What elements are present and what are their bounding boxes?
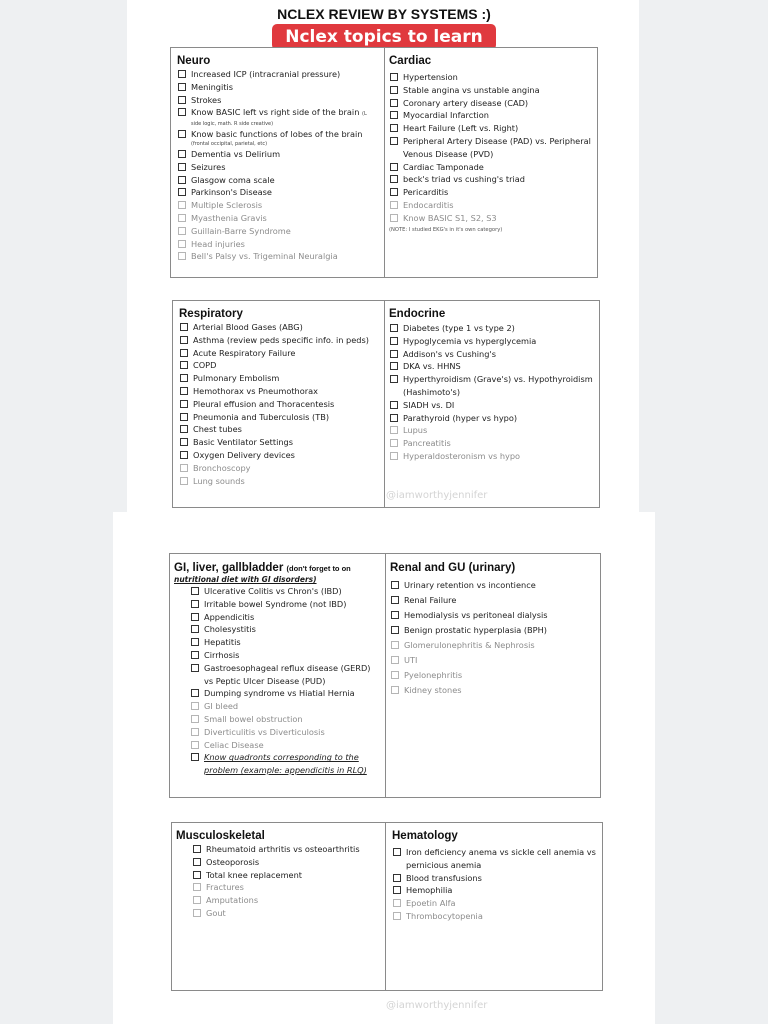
checklist-item: [389, 199, 591, 212]
checklist-item-label: beck's triad vs cushing's triad: [403, 174, 525, 185]
checklist-item-label: Acute Respiratory Failure: [193, 347, 296, 358]
checklist-item-label: Gout: [206, 907, 226, 918]
checklist-item-label: Pyelonephritis: [404, 670, 463, 680]
checklist-item: [390, 668, 594, 683]
checkbox[interactable]: [178, 214, 186, 222]
checklist-item-label: Lupus: [403, 425, 428, 436]
checklist-item: [190, 585, 381, 598]
checklist-item-label: Glasgow coma scale: [191, 174, 275, 185]
checklist-item: [179, 475, 380, 488]
checklist-item: [389, 97, 591, 110]
section-musculoskeletal-hematology: [171, 822, 603, 991]
checkbox[interactable]: [178, 83, 186, 91]
checkbox[interactable]: [390, 163, 398, 171]
checklist-item: [177, 94, 378, 107]
checklist-item-label: Know BASIC left vs right side of the brain: [191, 107, 360, 118]
checklist-item: [389, 360, 593, 373]
checklist-item: [190, 662, 381, 688]
checklist-item-label: Head injuries: [191, 238, 245, 249]
checklist-item: [177, 186, 378, 199]
checklist-item-label: Hepatitis: [204, 637, 241, 648]
checklist-item: [190, 636, 381, 649]
renal-column: [385, 554, 600, 797]
cardiac-list: [389, 71, 591, 225]
checklist-item-label: UTI: [404, 655, 418, 665]
hematology-column: [385, 823, 602, 990]
checklist-item: [390, 593, 594, 608]
checklist-item-label: Meningitis: [191, 81, 233, 92]
checklist-item: [389, 412, 593, 425]
checklist-item-label: Hyperaldosteronism vs hypo: [403, 450, 521, 461]
checkbox[interactable]: [180, 413, 188, 421]
checklist-item: [179, 423, 380, 436]
gi-title-text: GI, liver, gallbladder: [174, 562, 284, 574]
checkbox[interactable]: [390, 86, 398, 94]
checkbox[interactable]: [390, 401, 398, 409]
checkbox[interactable]: [178, 227, 186, 235]
checklist-item-label: Hemothorax vs Pneumothorax: [193, 385, 318, 396]
checkbox[interactable]: [191, 715, 199, 723]
checkbox[interactable]: [178, 188, 186, 196]
checkbox[interactable]: [178, 150, 186, 158]
checkbox[interactable]: [191, 613, 199, 621]
checkbox[interactable]: [180, 425, 188, 433]
checkbox[interactable]: [180, 438, 188, 446]
checklist-item: [192, 843, 381, 856]
section-neuro-cardiac: [170, 47, 598, 278]
watermark-top: @iamworthyjennifer: [386, 490, 488, 501]
checklist-item-label: Amputations: [206, 895, 259, 906]
checkbox[interactable]: [191, 600, 199, 608]
checkbox[interactable]: [178, 176, 186, 184]
checkbox[interactable]: [193, 871, 201, 879]
checklist-item: [390, 608, 594, 623]
checklist-item: [177, 174, 378, 187]
endocrine-title: Endocrine: [389, 308, 446, 320]
checkbox[interactable]: [191, 638, 199, 646]
checklist-item: [392, 910, 596, 923]
checklist-item-label: Pericarditis: [403, 187, 449, 198]
checkbox[interactable]: [193, 845, 201, 853]
checkbox[interactable]: [391, 596, 399, 604]
checklist-item-label: Multiple Sclerosis: [191, 200, 263, 211]
gi-column: [170, 554, 385, 797]
checklist-item: [392, 897, 596, 910]
checklist-item-label: Endocarditis: [403, 199, 454, 210]
checklist-item-label: Diabetes (type 1 vs type 2): [403, 323, 515, 333]
checkbox[interactable]: [391, 686, 399, 694]
checklist-item-note: side logic, math. R side creative): [191, 121, 274, 128]
checkbox[interactable]: [191, 689, 199, 697]
checklist-item: [190, 611, 381, 624]
checkbox[interactable]: [390, 111, 398, 119]
checklist-item-label: Dumping syndrome vs Hiatial Hernia: [204, 688, 355, 699]
gi-list: [190, 585, 381, 777]
checklist-item: [192, 894, 381, 907]
checklist-item-label: Pulmonary Embolism: [193, 373, 280, 384]
checklist-item: [192, 907, 381, 920]
checklist-item-note: (frontal occipital, parietal, etc): [191, 140, 268, 147]
checkbox[interactable]: [390, 214, 398, 222]
checklist-item: [392, 884, 596, 897]
checkbox[interactable]: [180, 361, 188, 369]
checklist-item-label: Hypoglycemia vs hyperglycemia: [403, 335, 537, 346]
checkbox[interactable]: [191, 664, 199, 672]
renal-title: Renal and GU (urinary): [390, 562, 516, 574]
checklist-item: [179, 372, 380, 385]
checklist-item: [190, 713, 381, 726]
musculoskeletal-list: [192, 843, 381, 920]
checkbox[interactable]: [178, 108, 186, 116]
checklist-item: [177, 238, 378, 251]
checklist-item-label: Myocardial Infarction: [403, 110, 489, 121]
checklist-item: [190, 700, 381, 713]
checklist-item-label: Seizures: [191, 161, 226, 172]
checklist-item: [179, 321, 380, 334]
checklist-item: [390, 653, 594, 668]
checklist-item-label: Rheumatoid arthritis vs osteoarthritis: [206, 844, 360, 854]
checklist-item-label: Cirrhosis: [204, 649, 240, 660]
checklist-item: [179, 449, 380, 462]
checkbox[interactable]: [191, 702, 199, 710]
checklist-item-label: Peripheral Artery Disease (PAD) vs. Peripheral Venous Disease (PVD): [403, 135, 591, 159]
checklist-item-label: Diverticulitis vs Diverticulosis: [204, 726, 325, 737]
checkbox[interactable]: [390, 362, 398, 370]
checklist-item: [389, 173, 591, 186]
checkbox[interactable]: [390, 375, 398, 383]
checklist-item-label: Pleural effusion and Thoracentesis: [193, 398, 335, 409]
checklist-item-label: Blood transfusions: [406, 872, 482, 883]
gi-title-note: (don't forget to on: [286, 564, 351, 573]
checklist-item-label: Glomerulonephritis & Nephrosis: [404, 640, 535, 650]
checklist-item: [177, 250, 378, 263]
checklist-item-label: Total knee replacement: [206, 869, 302, 880]
checklist-item: [389, 450, 593, 463]
checklist-item-label: Oxygen Delivery devices: [193, 449, 295, 460]
checklist-item: [190, 751, 381, 777]
checkbox[interactable]: [393, 899, 401, 907]
checklist-item-label: Bronchoscopy: [193, 462, 251, 473]
checkbox[interactable]: [390, 439, 398, 447]
respiratory-column: [173, 301, 384, 507]
checklist-item: [177, 81, 378, 94]
checklist-item: [192, 869, 381, 882]
checkbox[interactable]: [180, 451, 188, 459]
checklist-item-label: Pneumonia and Tuberculosis (TB): [193, 411, 330, 422]
renal-list: [390, 578, 594, 698]
checkbox[interactable]: [191, 587, 199, 595]
checkbox[interactable]: [390, 426, 398, 434]
checklist-item: [190, 649, 381, 662]
checklist-item: [192, 881, 381, 894]
checklist-item-label: Hemophilia: [406, 885, 453, 896]
checkbox[interactable]: [178, 96, 186, 104]
checklist-item: [389, 186, 591, 199]
checkbox[interactable]: [391, 641, 399, 649]
checkbox[interactable]: [180, 323, 188, 331]
checkbox[interactable]: [390, 350, 398, 358]
hematology-list: [392, 846, 596, 923]
checklist-item: [389, 71, 591, 84]
checkbox[interactable]: [390, 324, 398, 332]
checklist-item: [389, 424, 593, 437]
checklist-item-label: Increased ICP (intracranial pressure): [191, 69, 341, 79]
checklist-item-label: Strokes: [191, 94, 222, 105]
checklist-item-label: Fractures: [206, 882, 244, 893]
endocrine-column: [384, 301, 599, 507]
checkbox[interactable]: [390, 452, 398, 460]
checklist-item: [389, 109, 591, 122]
checklist-item: [389, 348, 593, 361]
checklist-item-label: SIADH vs. DI: [403, 399, 455, 410]
checklist-item-label: Basic Ventilator Settings: [193, 437, 294, 448]
checklist-item-label: Cardiac Tamponade: [403, 161, 484, 172]
cardiac-column: [384, 48, 597, 277]
checklist-item-label: DKA vs. HHNS: [403, 361, 461, 372]
checkbox[interactable]: [391, 581, 399, 589]
checkbox[interactable]: [191, 753, 199, 761]
checklist-item: [190, 598, 381, 611]
checkbox[interactable]: [390, 175, 398, 183]
checklist-item-label: Thrombocytopenia: [406, 910, 483, 921]
checklist-item: [392, 872, 596, 885]
endocrine-list: [389, 322, 593, 463]
checklist-item: [389, 437, 593, 450]
neuro-column: [171, 48, 384, 277]
checkbox[interactable]: [180, 374, 188, 382]
checklist-item-label: Kidney stones: [404, 685, 462, 695]
checklist-item: [389, 122, 591, 135]
checkbox[interactable]: [180, 387, 188, 395]
respiratory-list: [179, 321, 380, 487]
checkbox[interactable]: [180, 477, 188, 485]
checkbox[interactable]: [191, 728, 199, 736]
checklist-item: [392, 846, 596, 872]
checkbox[interactable]: [390, 188, 398, 196]
checklist-item-label: COPD: [193, 360, 217, 371]
checklist-item-label: GI bleed: [204, 701, 239, 712]
checklist-item-label: Osteoporosis: [206, 856, 260, 867]
musculoskeletal-column: [172, 823, 385, 990]
checklist-item: [389, 84, 591, 97]
document-title: NCLEX REVIEW BY SYSTEMS :): [277, 6, 491, 22]
checklist-item-label: Heart Failure (Left vs. Right): [403, 123, 519, 134]
topics-banner: Nclex topics to learn: [272, 24, 496, 50]
checklist-item: [177, 161, 378, 174]
checklist-item: [179, 385, 380, 398]
checklist-item-label: Hemodialysis vs peritoneal dialysis: [404, 610, 548, 620]
checklist-item: [179, 347, 380, 360]
checkbox[interactable]: [390, 337, 398, 345]
checklist-item: [389, 322, 593, 335]
checklist-item: [179, 334, 380, 347]
checkbox[interactable]: [191, 651, 199, 659]
checklist-item: [177, 225, 378, 238]
checklist-item: [179, 411, 380, 424]
checklist-item: [390, 623, 594, 638]
checkbox[interactable]: [191, 625, 199, 633]
checklist-item: [177, 68, 378, 81]
section-respiratory-endocrine: [172, 300, 600, 508]
checklist-item: [177, 148, 378, 161]
checklist-item-label: Bell's Palsy vs. Trigeminal Neuralgia: [191, 251, 338, 262]
checklist-item-label: Chest tubes: [193, 424, 242, 435]
respiratory-title: Respiratory: [179, 308, 243, 320]
checkbox[interactable]: [390, 124, 398, 132]
checklist-item-label: Celiac Disease: [204, 739, 264, 750]
checklist-item-label: Renal Failure: [404, 595, 457, 605]
checklist-item: [390, 578, 594, 593]
checklist-item: [177, 212, 378, 225]
checklist-item-label: Urinary retention vs incontience: [404, 580, 536, 590]
checklist-item-label: Appendicitis: [204, 611, 255, 622]
checklist-item-label: Irritable bowel Syndrome (not IBD): [204, 598, 347, 609]
checkbox[interactable]: [390, 73, 398, 81]
checkbox[interactable]: [178, 163, 186, 171]
section-gi-renal: [169, 553, 601, 798]
checkbox[interactable]: [390, 137, 398, 145]
checklist-item: [190, 739, 381, 752]
cardiac-note: (NOTE: I studied EKG's in it's own category): [389, 226, 503, 233]
checklist-item-label: Stable angina vs unstable angina: [403, 84, 540, 95]
checkbox[interactable]: [391, 656, 399, 664]
checklist-item-label: Cholesystitis: [204, 624, 256, 635]
checklist-item: [390, 683, 594, 698]
checklist-item-label: Iron deficiency anema vs sickle cell anemia vs pernicious anemia: [406, 847, 596, 870]
checkbox[interactable]: [193, 896, 201, 904]
checklist-item: [192, 856, 381, 869]
checklist-item-label: Dementia vs Delirium: [191, 148, 281, 159]
checkbox[interactable]: [180, 349, 188, 357]
checklist-item: [177, 106, 378, 128]
checklist-item: [190, 687, 381, 700]
checklist-item-label: Myasthenia Gravis: [191, 212, 267, 223]
watermark-bottom: @iamworthyjennifer: [386, 1000, 488, 1011]
checklist-item-label: Know quadronts corresponding to the problem (example: appendicitis in RLQ): [204, 752, 367, 776]
checklist-item: [389, 161, 591, 174]
checklist-item-label: Arterial Blood Gases (ABG): [193, 322, 303, 332]
hematology-title: Hematology: [392, 830, 458, 842]
neuro-list: [177, 68, 378, 263]
checklist-item-label: Lung sounds: [193, 475, 245, 486]
checklist-item-label: Coronary artery disease (CAD): [403, 97, 529, 108]
neuro-title: Neuro: [177, 55, 211, 67]
checkbox[interactable]: [180, 336, 188, 344]
gi-title: [174, 562, 381, 574]
checkbox[interactable]: [393, 848, 401, 856]
checklist-item: [389, 335, 593, 348]
checklist-item: [179, 462, 380, 475]
checklist-item-label: Ulcerative Colitis vs Chron's (IBD): [204, 586, 342, 596]
checkbox[interactable]: [178, 252, 186, 260]
checkbox[interactable]: [193, 909, 201, 917]
checkbox[interactable]: [390, 99, 398, 107]
checklist-item: [179, 359, 380, 372]
checklist-item-label: Hypertension: [403, 72, 458, 82]
checkbox[interactable]: [193, 883, 201, 891]
musculoskeletal-title: Musculoskeletal: [176, 830, 265, 842]
checkbox[interactable]: [391, 671, 399, 679]
checklist-item: [389, 373, 593, 399]
checkbox[interactable]: [178, 240, 186, 248]
checklist-item: [177, 199, 378, 212]
checklist-item: [390, 638, 594, 653]
checkbox[interactable]: [393, 912, 401, 920]
checklist-item: [177, 128, 378, 148]
checkbox[interactable]: [178, 130, 186, 138]
checklist-item-label: Epoetin Alfa: [406, 898, 456, 909]
checkbox[interactable]: [390, 414, 398, 422]
checklist-item: [389, 399, 593, 412]
checklist-item: [179, 398, 380, 411]
cardiac-title: Cardiac: [389, 55, 432, 67]
checklist-item-label: Addison's vs Cushing's: [403, 348, 496, 359]
checklist-item: [389, 135, 591, 161]
checklist-item-tail: (L: [362, 111, 367, 118]
checklist-item-label: Gastroesophageal reflux disease (GERD) vs Peptic Ulcer Disease (PUD): [204, 662, 371, 686]
gi-sub-note: nutritional diet with GI disorders): [174, 575, 317, 584]
checklist-item-label: Hyperthyroidism (Grave's) vs. Hypothyroidism (Hashimoto's): [403, 374, 593, 397]
checkbox[interactable]: [391, 626, 399, 634]
checklist-item-label: Benign prostatic hyperplasia (BPH): [404, 625, 547, 635]
checklist-item-label: Pancreatitis: [403, 438, 451, 449]
checklist-item-label: Guillain-Barre Syndrome: [191, 225, 291, 236]
checklist-item-label: Parathyroid (hyper vs hypo): [403, 412, 518, 423]
checklist-item-label: Parkinson's Disease: [191, 187, 272, 198]
checkbox[interactable]: [180, 464, 188, 472]
checklist-item: [190, 623, 381, 636]
checklist-item-label: Know BASIC S1, S2, S3: [403, 212, 497, 223]
checklist-item-label: Know basic functions of lobes of the brain: [191, 129, 363, 140]
checkbox[interactable]: [393, 886, 401, 894]
checklist-item: [190, 726, 381, 739]
checkbox[interactable]: [193, 858, 201, 866]
checkbox[interactable]: [391, 611, 399, 619]
checkbox[interactable]: [178, 201, 186, 209]
checklist-item: [389, 212, 591, 225]
checklist-item-label: Small bowel obstruction: [204, 713, 303, 724]
checklist-item: [179, 436, 380, 449]
checklist-item-label: Asthma (review peds specific info. in peds): [193, 334, 369, 345]
checkbox[interactable]: [191, 741, 199, 749]
checkbox[interactable]: [178, 70, 186, 78]
checkbox[interactable]: [180, 400, 188, 408]
checkbox[interactable]: [393, 874, 401, 882]
checkbox[interactable]: [390, 201, 398, 209]
